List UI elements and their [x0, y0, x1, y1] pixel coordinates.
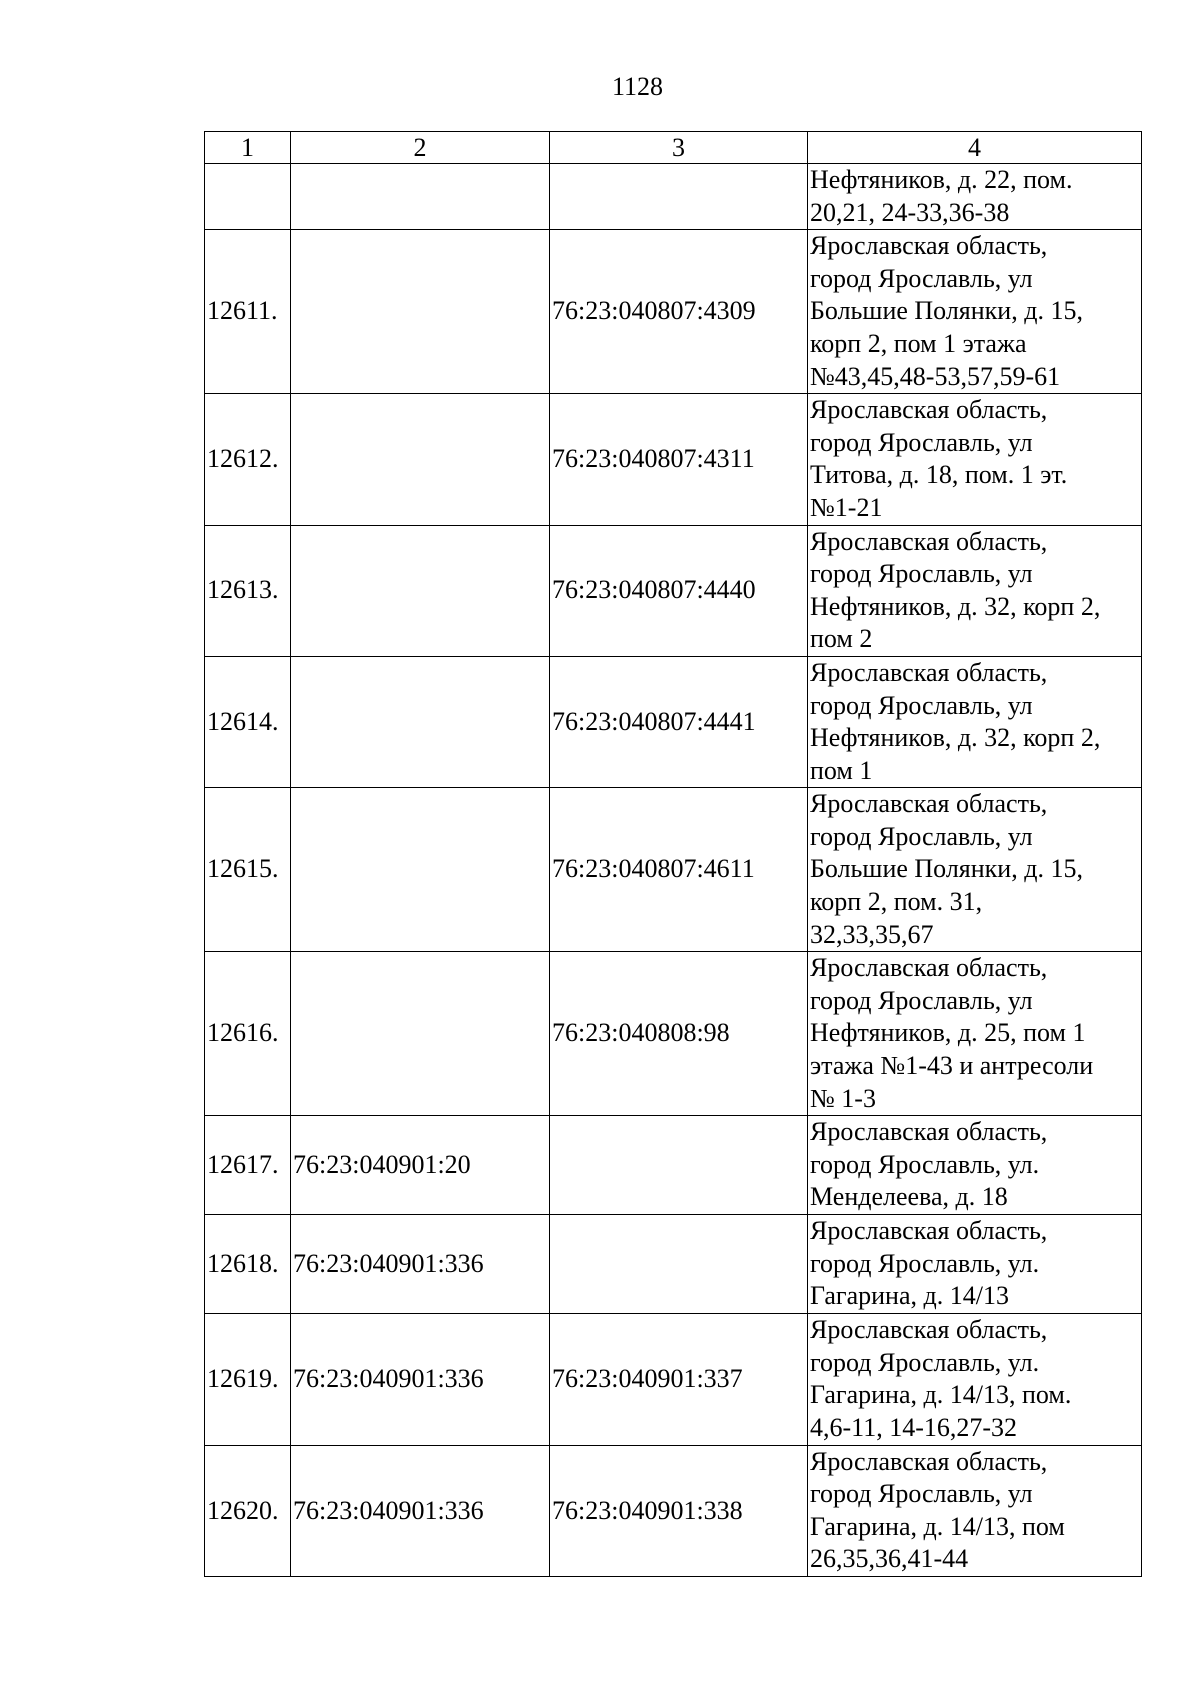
address-cell: Ярославская область, город Ярославль, ул. Гагарина, д. 14/13, пом. 4,6-11, 14-16,27-32 [808, 1314, 1142, 1445]
register-table [204, 131, 1142, 1577]
table-row [205, 1215, 1142, 1314]
address-cell: Ярославская область, город Ярославль, ул Гагарина, д. 14/13, пом 26,35,36,41-44 [808, 1445, 1142, 1576]
table-row [205, 525, 1142, 656]
row-number-cell: 12617. [205, 1116, 291, 1215]
table-row [205, 230, 1142, 394]
table-row [205, 952, 1142, 1116]
object-cadastral-number-cell: 76:23:040901:338 [550, 1445, 808, 1576]
parent-cadastral-number-cell [291, 788, 550, 952]
object-cadastral-number-cell [550, 1116, 808, 1215]
table-row [205, 788, 1142, 952]
parent-cadastral-number-cell [291, 952, 550, 1116]
table-row [205, 1314, 1142, 1445]
object-cadastral-number-cell [550, 164, 808, 230]
parent-cadastral-number-cell: 76:23:040901:336 [291, 1314, 550, 1445]
row-number-cell: 12614. [205, 656, 291, 787]
row-number-cell: 12615. [205, 788, 291, 952]
address-cell: Нефтяников, д. 22, пом. 20,21, 24-33,36-38 [808, 164, 1142, 230]
address-cell: Ярославская область, город Ярославль, ул Титова, д. 18, пом. 1 эт. №1-21 [808, 394, 1142, 525]
object-cadastral-number-cell: 76:23:040807:4440 [550, 525, 808, 656]
object-cadastral-number-cell: 76:23:040807:4309 [550, 230, 808, 394]
table-row [205, 656, 1142, 787]
row-number-cell [205, 164, 291, 230]
address-cell: Ярославская область, город Ярославль, ул Нефтяников, д. 32, корп 2, пом 1 [808, 656, 1142, 787]
row-number-cell: 12616. [205, 952, 291, 1116]
object-cadastral-number-cell: 76:23:040807:4441 [550, 656, 808, 787]
row-number-cell: 12620. [205, 1445, 291, 1576]
parent-cadastral-number-cell: 76:23:040901:20 [291, 1116, 550, 1215]
column-header-4: 4 [808, 132, 1142, 164]
address-cell: Ярославская область, город Ярославль, ул. Гагарина, д. 14/13 [808, 1215, 1142, 1314]
row-number-cell: 12619. [205, 1314, 291, 1445]
row-number-cell: 12613. [205, 525, 291, 656]
object-cadastral-number-cell: 76:23:040808:98 [550, 952, 808, 1116]
parent-cadastral-number-cell: 76:23:040901:336 [291, 1215, 550, 1314]
address-cell: Ярославская область, город Ярославль, ул Большие Полянки, д. 15, корп 2, пом. 31, 32,33,35,67 [808, 788, 1142, 952]
table-row [205, 394, 1142, 525]
parent-cadastral-number-cell [291, 525, 550, 656]
address-cell: Ярославская область, город Ярославль, ул Нефтяников, д. 32, корп 2, пом 2 [808, 525, 1142, 656]
table-row [205, 1445, 1142, 1576]
object-cadastral-number-cell [550, 1215, 808, 1314]
parent-cadastral-number-cell [291, 164, 550, 230]
parent-cadastral-number-cell: 76:23:040901:336 [291, 1445, 550, 1576]
column-header-2: 2 [291, 132, 550, 164]
parent-cadastral-number-cell [291, 394, 550, 525]
object-cadastral-number-cell: 76:23:040807:4311 [550, 394, 808, 525]
page-number: 1128 [611, 72, 664, 101]
column-header-1: 1 [205, 132, 291, 164]
row-number-cell: 12612. [205, 394, 291, 525]
parent-cadastral-number-cell [291, 656, 550, 787]
row-number-cell: 12618. [205, 1215, 291, 1314]
table-header-row [205, 132, 1142, 164]
parent-cadastral-number-cell [291, 230, 550, 394]
object-cadastral-number-cell: 76:23:040901:337 [550, 1314, 808, 1445]
address-cell: Ярославская область, город Ярославль, ул. Менделеева, д. 18 [808, 1116, 1142, 1215]
table-row [205, 1116, 1142, 1215]
row-number-cell: 12611. [205, 230, 291, 394]
address-cell: Ярославская область, город Ярославль, ул Нефтяников, д. 25, пом 1 этажа №1-43 и антресоли № 1-3 [808, 952, 1142, 1116]
table-row [205, 164, 1142, 230]
object-cadastral-number-cell: 76:23:040807:4611 [550, 788, 808, 952]
column-header-3: 3 [550, 132, 808, 164]
address-cell: Ярославская область, город Ярославль, ул Большие Полянки, д. 15, корп 2, пом 1 этажа №43,45,48-53,57,59-61 [808, 230, 1142, 394]
